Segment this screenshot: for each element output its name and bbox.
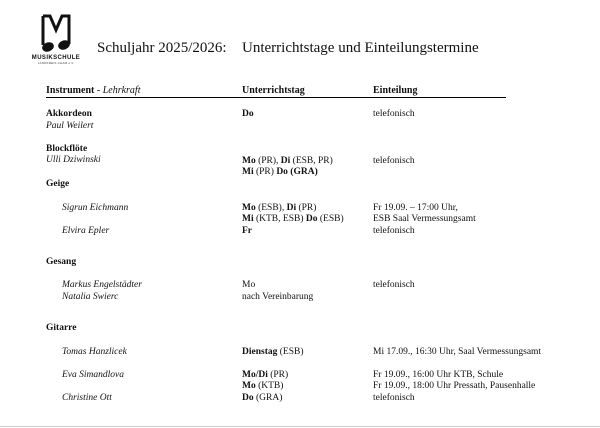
day-gitarre-ott	[242, 393, 282, 404]
logo-name: MUSIKSCHULE	[31, 55, 81, 61]
day-akkordeon: Do	[242, 109, 254, 119]
day-geige-line2	[242, 214, 344, 225]
day-gitarre-hanzlicek	[242, 347, 304, 358]
instrument-blockfloete: Blockflöte	[46, 144, 88, 154]
header-instrument-label: Instrument	[46, 85, 95, 96]
teacher-elvira-epler: Elvira Epler	[62, 226, 110, 236]
assignment-gitarre-simandlova-line2: Fr 19.09., 18:00 Uhr Pressath, Pausenhalle	[373, 381, 536, 391]
page-title: Unterrichtstage und Einteilungstermine	[242, 40, 479, 56]
assignment-gitarre-hanzlicek: Mi 17.09., 16:30 Uhr, Saal Vermessungsamt	[373, 347, 542, 357]
page-bottom-border	[0, 426, 600, 427]
day-mi: Mi	[242, 167, 254, 177]
day-do: Do	[242, 393, 254, 403]
teacher-natalia-swierc: Natalia Swierc	[62, 292, 119, 302]
day-dienstag: Dienstag	[242, 347, 278, 357]
day-blockfloete-line2	[242, 167, 318, 178]
page-title-year: Schuljahr 2025/2026:	[97, 40, 227, 56]
column-header-day: Unterrichtstag	[242, 85, 305, 96]
teacher-tomas-hanzlicek: Tomas Hanzlicek	[62, 347, 127, 357]
day-detail: (ESB, PR)	[290, 156, 333, 166]
day-mo-di: Mo/Di	[242, 370, 268, 380]
day-detail: (KTB, ESB)	[253, 214, 306, 224]
instrument-gitarre: Gitarre	[46, 323, 77, 333]
header-teacher-label: Lehrkraft	[102, 85, 141, 96]
column-header-assignment: Einteilung	[373, 85, 418, 96]
assignment-blockfloete: telefonisch	[373, 156, 415, 166]
assignment-geige-epler: telefonisch	[373, 226, 415, 236]
day-gesang-swierc: nach Vereinbarung	[242, 292, 314, 302]
teacher-christine-ott: Christine Ott	[62, 393, 112, 403]
day-detail: (KTB)	[255, 381, 284, 391]
day-mo: Mo	[242, 156, 256, 166]
instrument-akkordeon: Akkordeon	[46, 109, 92, 119]
day-blockfloete-line1	[242, 156, 333, 167]
day-gitarre-simandlova-line1	[242, 370, 288, 381]
day-do: Do	[305, 214, 318, 224]
day-geige-line1	[242, 203, 316, 214]
instrument-geige: Geige	[46, 179, 70, 189]
logo-subtitle: LANDKREIS CHAM e.V.	[37, 61, 75, 65]
day-do: Do (GRA)	[276, 167, 318, 177]
instrument-gesang: Gesang	[46, 257, 77, 267]
column-header-instrument	[46, 85, 140, 96]
day-geige-epler: Fr	[242, 226, 253, 236]
header-separator: -	[94, 85, 103, 96]
music-note-logo-icon	[39, 14, 73, 54]
assignment-geige-line1: Fr 19.09. – 17:00 Uhr,	[373, 203, 458, 213]
header-divider	[46, 97, 506, 98]
teacher-sigrun-eichmann: Sigrun Eichmann	[62, 203, 129, 213]
day-gesang-engelstaedter: Mo	[242, 280, 256, 290]
day-detail: (PR)	[296, 203, 317, 213]
teacher-ulli-dziwinski: Ulli Dziwinski	[46, 155, 101, 165]
assignment-gitarre-simandlova-line1: Fr 19.09., 16:00 Uhr KTB, Schule	[373, 370, 504, 380]
teacher-paul-weilert: Paul Weilert	[46, 121, 94, 131]
day-detail: (GRA)	[253, 393, 283, 403]
teacher-eva-simandlova: Eva Simandlova	[62, 370, 125, 380]
day-detail: (PR)	[267, 370, 289, 380]
day-mi: Mi	[242, 214, 254, 224]
assignment-geige-line2: ESB Saal Vermessungsamt	[373, 214, 476, 224]
day-mo: Mo	[242, 203, 256, 213]
school-logo	[30, 14, 82, 65]
day-detail: (PR),	[255, 156, 281, 166]
assignment-akkordeon: telefonisch	[373, 109, 415, 119]
teacher-markus-engelstaedter: Markus Engelstädter	[62, 280, 142, 290]
day-detail: (ESB)	[277, 347, 304, 357]
day-di: Di	[280, 156, 291, 166]
day-mo: Mo	[242, 381, 256, 391]
assignment-gitarre-ott: telefonisch	[373, 393, 415, 403]
day-gitarre-simandlova-line2	[242, 381, 283, 392]
day-detail: (ESB)	[317, 214, 344, 224]
day-di: Di	[286, 203, 297, 213]
day-detail: (ESB),	[255, 203, 287, 213]
assignment-gesang: telefonisch	[373, 280, 415, 290]
day-detail: (PR)	[253, 167, 277, 177]
